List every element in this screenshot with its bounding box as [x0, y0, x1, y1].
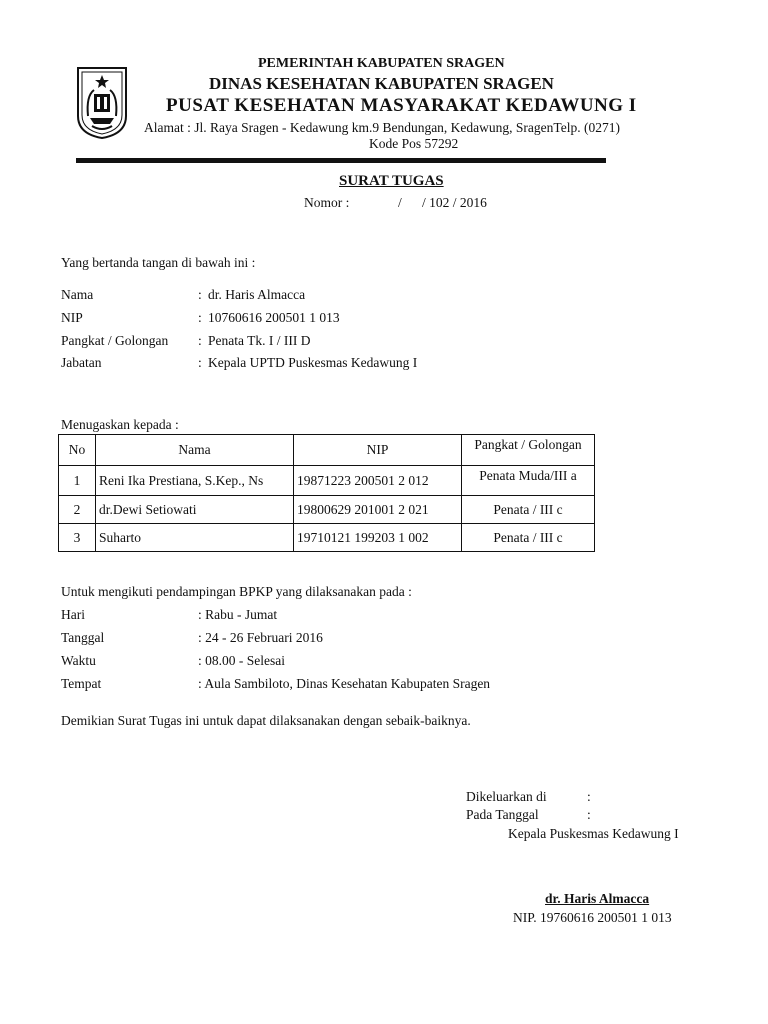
signer-name-value: dr. Haris Almacca	[208, 287, 306, 302]
detail-date-value: : 24 - 26 Februari 2016	[198, 630, 323, 645]
issued-at-label: Dikeluarkan di	[466, 789, 547, 804]
cell-nama: Reni Ika Prestiana, S.Kep., Ns	[96, 466, 294, 496]
signer-name-sep: :	[198, 287, 202, 302]
cell-nip: 19800629 201001 2 021	[294, 496, 462, 524]
header-institution: PUSAT KESEHATAN MASYARAKAT KEDAWUNG I	[166, 95, 637, 116]
col-header-no: No	[59, 435, 96, 466]
signer-nip-sep: :	[198, 310, 202, 325]
col-header-nip: NIP	[294, 435, 462, 466]
cell-no: 3	[59, 524, 96, 552]
table-row	[59, 496, 595, 524]
signer-rank-sep: :	[198, 333, 202, 348]
signer-signature-nip: NIP. 19760616 200501 1 013	[513, 910, 672, 925]
signer-signature-name: dr. Haris Almacca	[545, 891, 650, 906]
issue-date-sep: :	[587, 807, 591, 822]
assign-label: Menugaskan kepada :	[61, 417, 179, 432]
table-header-row	[59, 435, 595, 466]
assignee-table	[58, 434, 595, 552]
signer-rank-value: Penata Tk. I / III D	[208, 333, 311, 348]
issue-date-label: Pada Tanggal	[466, 807, 539, 822]
signer-rank-label: Pangkat / Golongan	[61, 333, 169, 348]
signer-name-label: Nama	[61, 287, 94, 302]
detail-place-label: Tempat	[61, 676, 102, 691]
cell-no: 1	[59, 466, 96, 496]
header-department: DINAS KESEHATAN KABUPATEN SRAGEN	[209, 74, 554, 93]
signer-position-sep: :	[198, 355, 202, 370]
signer-nip-label: NIP	[61, 310, 83, 325]
signer-position-value: Kepala UPTD Puskesmas Kedawung I	[208, 355, 418, 370]
detail-time-label: Waktu	[61, 653, 96, 668]
signer-office: Kepala Puskesmas Kedawung I	[508, 826, 679, 841]
cell-pangkat: Penata / III c	[462, 496, 595, 524]
nomor-label: Nomor :	[304, 195, 350, 210]
header-postal-code: Kode Pos 57292	[369, 136, 459, 151]
cell-no: 2	[59, 496, 96, 524]
issued-at-sep: :	[587, 789, 591, 804]
cell-pangkat: Penata / III c	[462, 524, 595, 552]
purpose-text: Untuk mengikuti pendampingan BPKP yang dilaksanakan pada :	[61, 584, 412, 599]
intro-text: Yang bertanda tangan di bawah ini :	[61, 255, 256, 270]
table-row	[59, 524, 595, 552]
detail-time-value: : 08.00 - Selesai	[198, 653, 285, 668]
nomor-value: / / 102 / 2016	[398, 195, 487, 210]
header-divider	[76, 158, 606, 163]
detail-day-value: : Rabu - Jumat	[198, 607, 278, 622]
cell-nip: 19871223 200501 2 012	[294, 466, 462, 496]
table-row	[59, 466, 595, 496]
signer-nip-value: 10760616 200501 1 013	[208, 310, 340, 325]
cell-nip: 19710121 199203 1 002	[294, 524, 462, 552]
closing-text: Demikian Surat Tugas ini untuk dapat dilaksanakan dengan sebaik-baiknya.	[61, 713, 471, 728]
cell-pangkat: Penata Muda/III a	[462, 466, 595, 496]
sragen-regency-emblem-icon	[76, 66, 128, 140]
detail-place-value: : Aula Sambiloto, Dinas Kesehatan Kabupaten Sragen	[198, 676, 491, 691]
col-header-pangkat: Pangkat / Golongan	[462, 435, 595, 466]
header-address: Alamat : Jl. Raya Sragen - Kedawung km.9 Bendungan, Kedawung, SragenTelp. (0271)	[144, 120, 620, 135]
signer-position-label: Jabatan	[61, 355, 102, 370]
detail-day-label: Hari	[61, 607, 85, 622]
cell-nama: Suharto	[96, 524, 294, 552]
detail-date-label: Tanggal	[61, 630, 105, 645]
col-header-nama: Nama	[96, 435, 294, 466]
header-government: PEMERINTAH KABUPATEN SRAGEN	[258, 56, 505, 71]
cell-nama: dr.Dewi Setiowati	[96, 496, 294, 524]
document-title: SURAT TUGAS	[339, 173, 444, 189]
